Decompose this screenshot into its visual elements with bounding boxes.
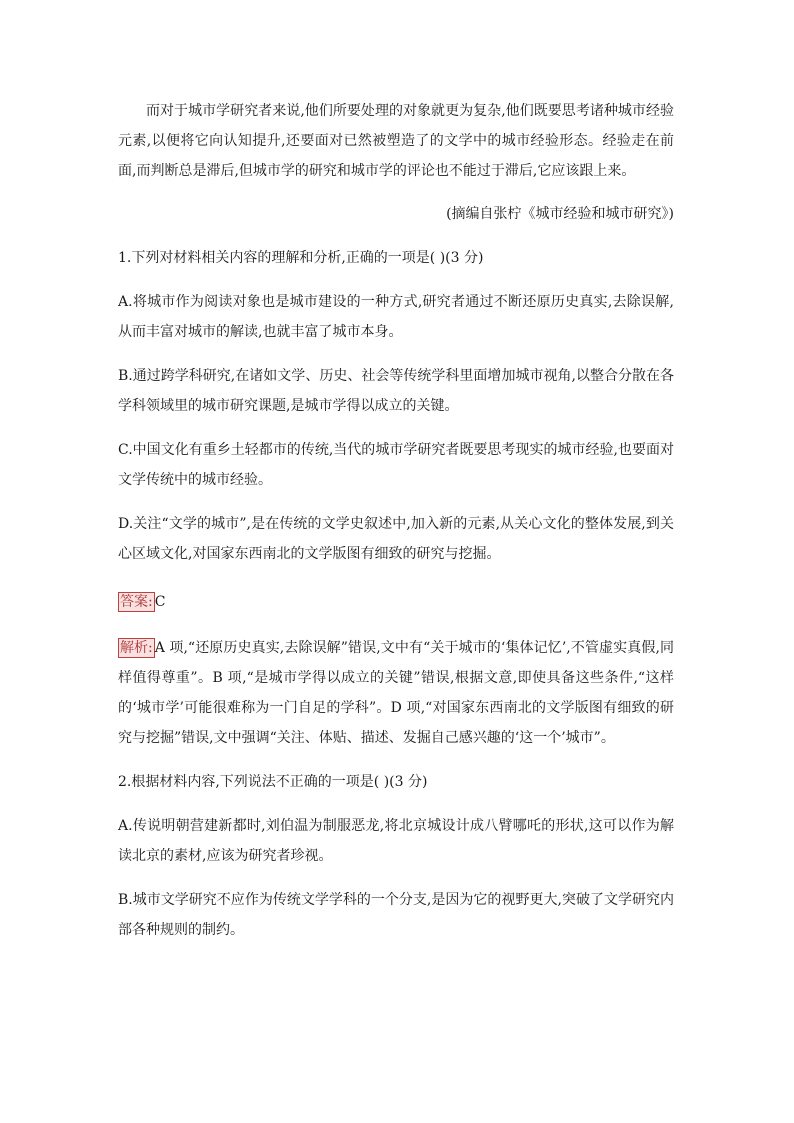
analysis-label: 解析: [120, 640, 153, 656]
question-1-analysis [118, 633, 674, 753]
analysis-text: A 项,“还原历史真实,去除误解”错误,文中有“关于城市的‘集体记忆’,不管虚实真假,同样值得尊重”。B 项,“是城市学得以成立的关键”错误,根据文意,即使具备这些条件,“这样的‘城市学’可能很难称为一门自足的学科”。D 项,“对国家东西南北的文学版图有细致的研究与挖掘”错误,文中强调“关注、体贴、描述、发掘自己感兴趣的‘这一个’城市”。 [118, 640, 674, 746]
question-1-stem: 1.下列对材料相关内容的理解和分析,正确的一项是( )(3 分) [118, 250, 484, 266]
question-1-option-c: C.中国文化有重乡土轻都市的传统,当代的城市学研究者既要思考现实的城市经验,也要面对文学传统中的城市经验。 [118, 442, 674, 488]
question-1-option-d: D.关注“文学的城市”,是在传统的文学史叙述中,加入新的元素,从关心文化的整体发展,到关心区域文化,对国家东西南北的文学版图有细致的研究与挖掘。 [118, 516, 674, 562]
question-2-option-b: B.城市文学研究不应作为传统文学学科的一个分支,是因为它的视野更大,突破了文学研究内部各种规则的制约。 [118, 892, 674, 938]
question-2-stem: 2.根据材料内容,下列说法不正确的一项是( )(3 分) [118, 774, 428, 790]
passage-paragraph: 而对于城市学研究者来说,他们所要处理的对象就更为复杂,他们既要思考诸种城市经验元素,以便将它向认知提升,还要面对已然被塑造了的文学中的城市经验形态。经验走在前面,而判断总是滞后,但城市学的研究和城市学的评论也不能过于滞后,它应该跟上来。 [118, 103, 674, 179]
question-1-answer [118, 587, 674, 617]
document-page [118, 96, 674, 945]
answer-value: C [154, 594, 166, 610]
question-1-option-b: B.通过跨学科研究,在诸如文学、历史、社会等传统学科里面增加城市视角,以整合分散在各学科领域里的城市研究课题,是城市学得以成立的关键。 [118, 368, 674, 414]
question-1-option-a: A.将城市作为阅读对象也是城市建设的一种方式,研究者通过不断还原历史真实,去除误解,从而丰富对城市的解读,也就丰富了城市本身。 [118, 294, 674, 340]
passage-source: (摘编自张柠《城市经验和城市研究》) [446, 206, 674, 222]
question-2-option-a: A.传说明朝营建新都时,刘伯温为制服恶龙,将北京城设计成八臂哪吒的形状,这可以作为解读北京的素材,应该为研究者珍视。 [118, 818, 674, 864]
answer-label: 答案: [120, 594, 153, 610]
